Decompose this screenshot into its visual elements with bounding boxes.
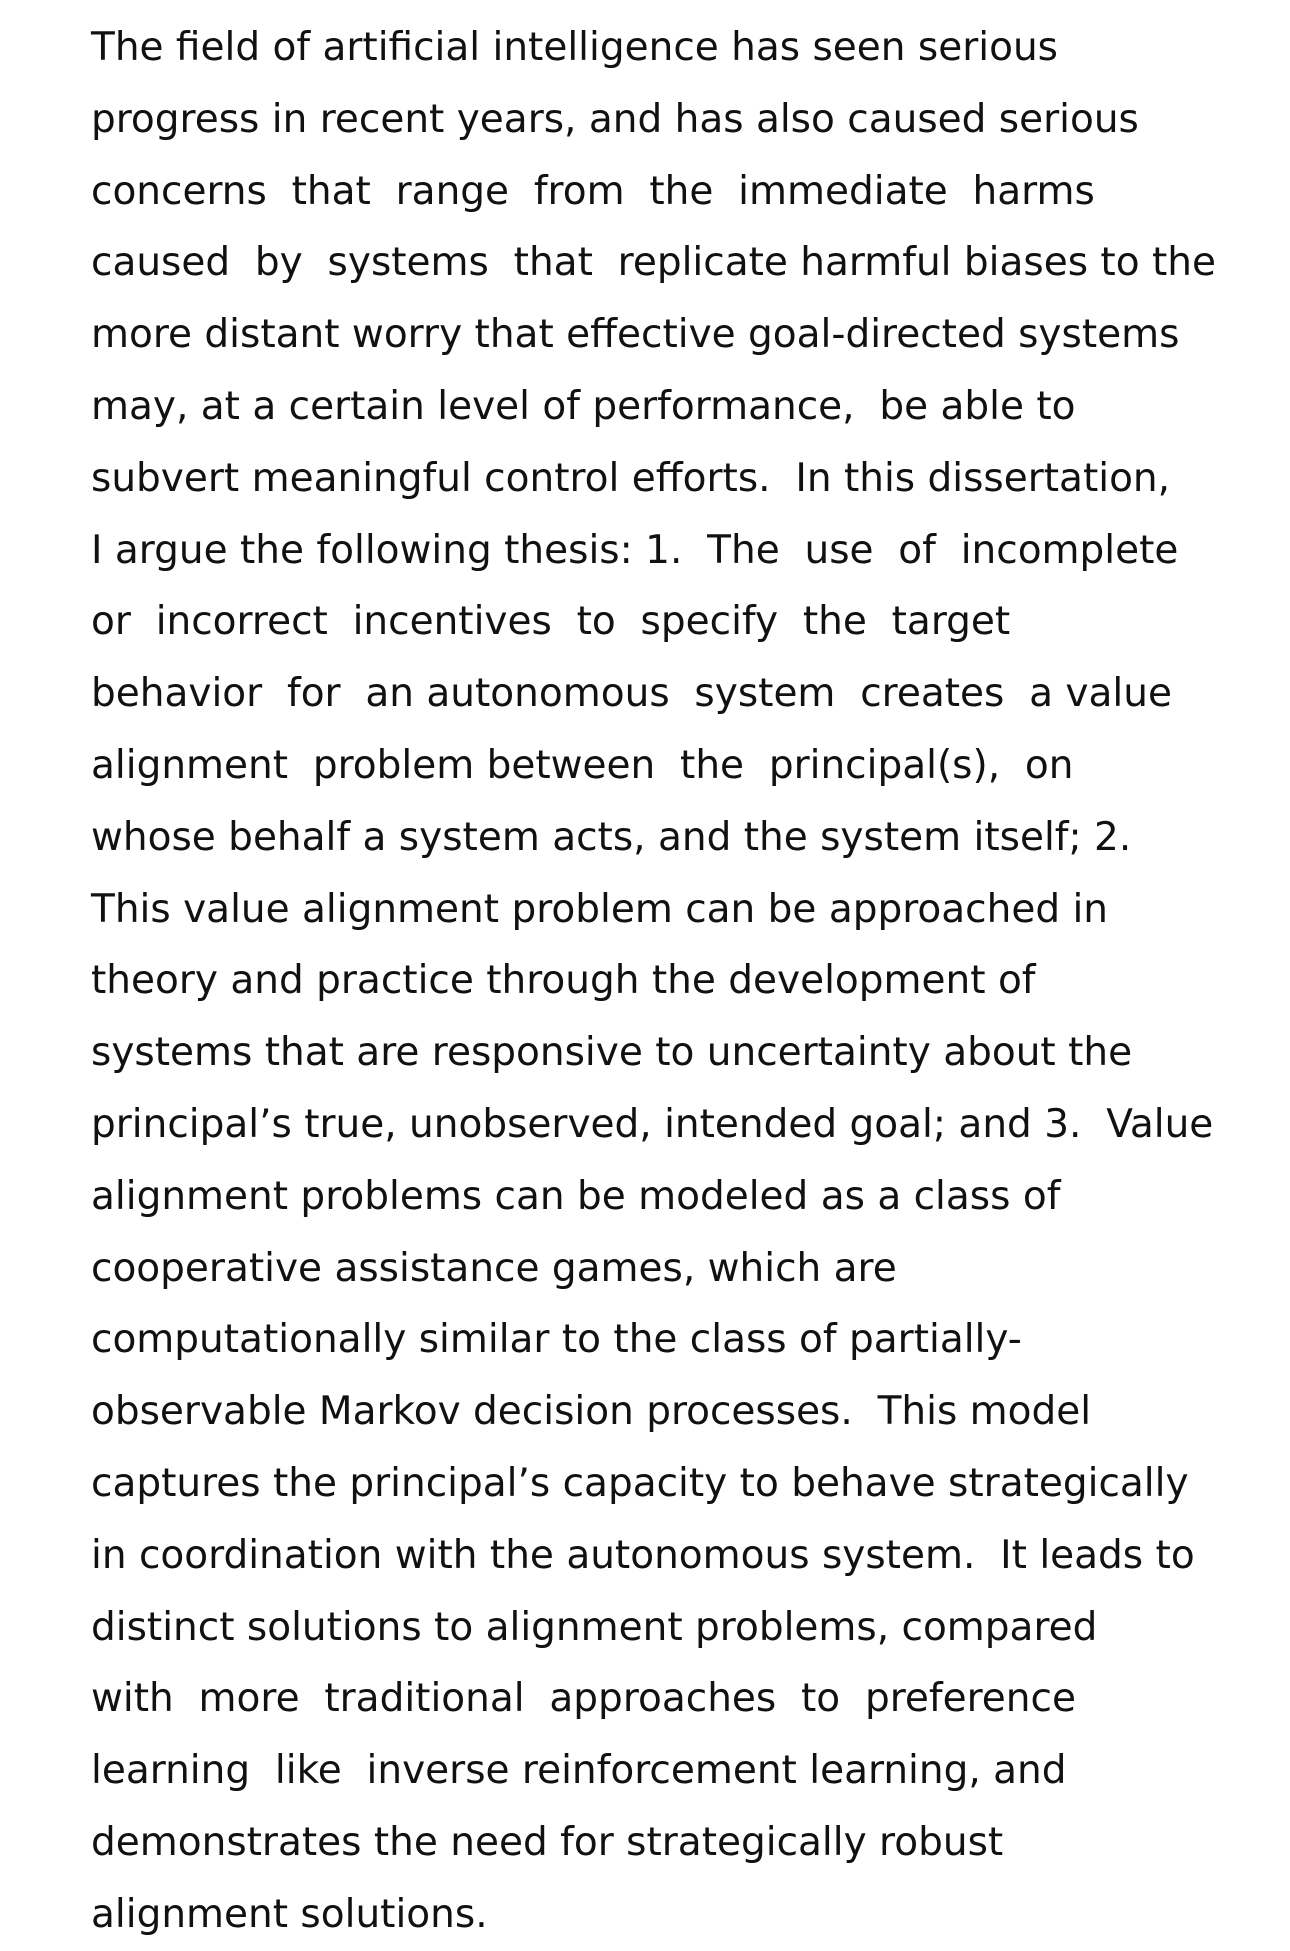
text-line: behavior for an autonomous system creates a value — [91, 671, 1172, 717]
text-line: I argue the following thesis: 1. The use of incomplete — [91, 527, 1179, 573]
text-line: This value alignment problem can be approached in — [91, 886, 1109, 932]
text-line: more distant worry that effective goal-directed systems — [91, 312, 1180, 358]
text-line: learning like inverse reinforcement learning, and — [91, 1748, 1067, 1794]
text-line: cooperative assistance games, which are — [91, 1245, 897, 1291]
text-line: may, at a certain level of performance, be able to — [91, 383, 1076, 429]
text-line: observable Markov decision processes. This model — [91, 1389, 1092, 1435]
text-line: alignment problem between the principal(s), on — [91, 742, 1074, 788]
text-line: alignment solutions. — [91, 1891, 488, 1937]
text-line: with more traditional approaches to preference — [91, 1676, 1076, 1722]
text-line: demonstrates the need for strategically robust — [91, 1819, 1004, 1865]
text-line: whose behalf a system acts, and the system itself; 2. — [91, 814, 1132, 860]
text-line: in coordination with the autonomous system. It leads to — [91, 1532, 1195, 1578]
text-line: progress in recent years, and has also caused serious — [91, 96, 1139, 142]
text-line: subvert meaningful control efforts. In this dissertation, — [91, 455, 1171, 501]
text-line: caused by systems that replicate harmful biases to the — [91, 240, 1216, 286]
abstract-paragraph — [91, 12, 1216, 1951]
text-line: The field of artificial intelligence has seen serious — [91, 25, 1058, 70]
text-line: theory and practice through the development of — [91, 958, 1036, 1004]
text-line: distinct solutions to alignment problems, compared — [91, 1604, 1098, 1650]
text-line: or incorrect incentives to specify the target — [91, 599, 1011, 645]
text-line: alignment problems can be modeled as a class of — [91, 1173, 1061, 1219]
text-line: computationally similar to the class of partially- — [91, 1317, 1022, 1363]
text-line: principal’s true, unobserved, intended goal; and 3. Value — [91, 1101, 1214, 1147]
text-line: concerns that range from the immediate harms — [91, 168, 1095, 214]
text-line: captures the principal’s capacity to behave strategically — [91, 1460, 1189, 1506]
text-line: systems that are responsive to uncertainty about the — [91, 1030, 1133, 1076]
